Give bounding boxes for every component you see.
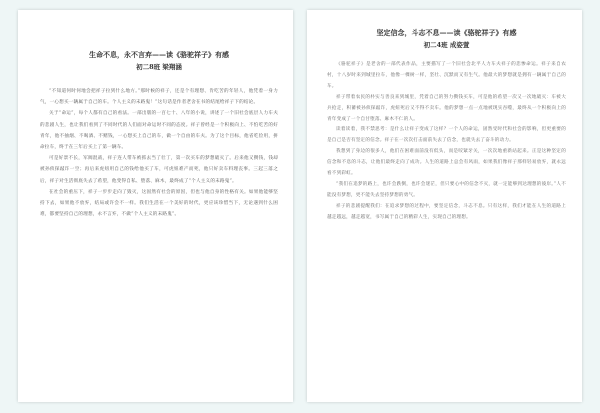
essay-title-left: 生命不息，永不言弃——读《骆驼祥子》有感: [89, 50, 229, 59]
essay-paragraph: 祥子带着农民的朴实与善良来到城里，凭着自己的努力攒钱买车，可是他的希望一次又一次地破灭：车被大兵抢走，积蓄被孙侦探敲诈，虎妞死后又不得不卖车。他的梦想一点一点地被现实吞噬，最终从一个积极向上的青年变成了一个自甘堕落、麻木不仁的人。: [327, 94, 566, 122]
essay-author-right: 初二4班 成姿萱: [423, 41, 470, 49]
essay-paragraph: 《骆驼祥子》是老舍的一部代表作品，主要描写了一个旧社会北平人力车夫祥子的悲惨命运。祥子来自农村，十八岁时来到城里拉车，他像一棵树一样，坚壮、沉默而又有生气。他最大的梦想就是拥有一辆属于自己的车。: [327, 62, 566, 89]
essay-paragraph: “我们在追梦的路上，也许会跌倒，也许会迷茫，但只要心中的信念不灭，就一定能够到达理想的彼岸。”人不能没有梦想，更不能失去坚持梦想的勇气。: [327, 181, 566, 198]
essay-page-right: [307, 10, 582, 402]
essay-author-left: 初二8班 梁翔涵: [136, 63, 182, 71]
essay-title-right: 坚定信念，斗志不息——读《骆驼祥子》有感: [376, 28, 517, 37]
essay-paragraph: 读着读着，我不禁思考：是什么让祥子变成了这样？一个人的命运，固然受时代和社会的影响，但更重要的是自己是否有坚定的信念。祥子在一次次打击面前失去了信念，也就失去了奋斗的动力。: [327, 127, 566, 144]
essay-paragraph: “不知道何时何地会把祥子拉到什么地方。”那时候的祥子，还是个有理想、肯吃苦的年轻人，他凭着一身力气，一心想买一辆属于自己的车。个人主义的末路鬼！”这句话是作者老舍在书的结尾给祥子下的结论。: [40, 89, 278, 106]
essay-paragraph: 我想到了身边的很多人，他们在困难面前没有低头，而是咬紧牙关，一次次地重新站起来。正是这种坚定的信念和不息的斗志，让他们最终走向了成功。人生的道路上总会有风雨，如果我们像祥子那样轻易放弃，就永远看不到彩虹。: [327, 149, 566, 177]
essay-paragraph: 祥子的悲剧提醒我们：在追求梦想的过程中，要坚定信念，斗志不息。只有这样，我们才能在人生的道路上越走越远，越走越宽，书写属于自己的精彩人生，实现自己的理想。: [327, 203, 566, 220]
essay-paragraph: 可是好景不长，军阀混战，祥子连人带车被抓去当了壮丁，第一次买车的梦想破灭了。后来他又攒钱，钱却被孙侦探敲诈一空；再后来虎妞用自己的钱给他买了车，可虎妞难产而死，他只好卖车料理丧事。三起三落之后，祥子对生活彻底失去了希望，他变得自私、堕落、麻木，最终成了“个人主义的末路鬼”。: [40, 156, 278, 184]
essay-page-left: [18, 10, 293, 402]
essay-paragraph: 关于“命运”，每个人都有自己的看法。一部出版的一百七十、八年的小说，讲述了一个旧社会底层人力车夫的悲剧人生，也让我们看到了不同时代的人们面对命运时不同的态度。祥子曾经是一个积极向上、不怕吃苦的好青年，他不抽烟、不喝酒、不赌钱，一心想买上自己的车，做一个自由的车夫。为了这个目标，他省吃俭用，拼命拉车，终于在三年后买上了第一辆车。: [40, 111, 278, 151]
essay-paragraph: 在社会的重压下，祥子一步步走向了毁灭，这固然有社会的原因，但也与他自身的性格有关。如果他能够坚持下去，如果他不放弃，结局或许会不一样。我们生活在一个美好的时代，更应该珍惜当下，无论遇到什么困难，都要坚持自己的理想，永不言弃，不做“个人主义的末路鬼”。: [40, 189, 278, 218]
